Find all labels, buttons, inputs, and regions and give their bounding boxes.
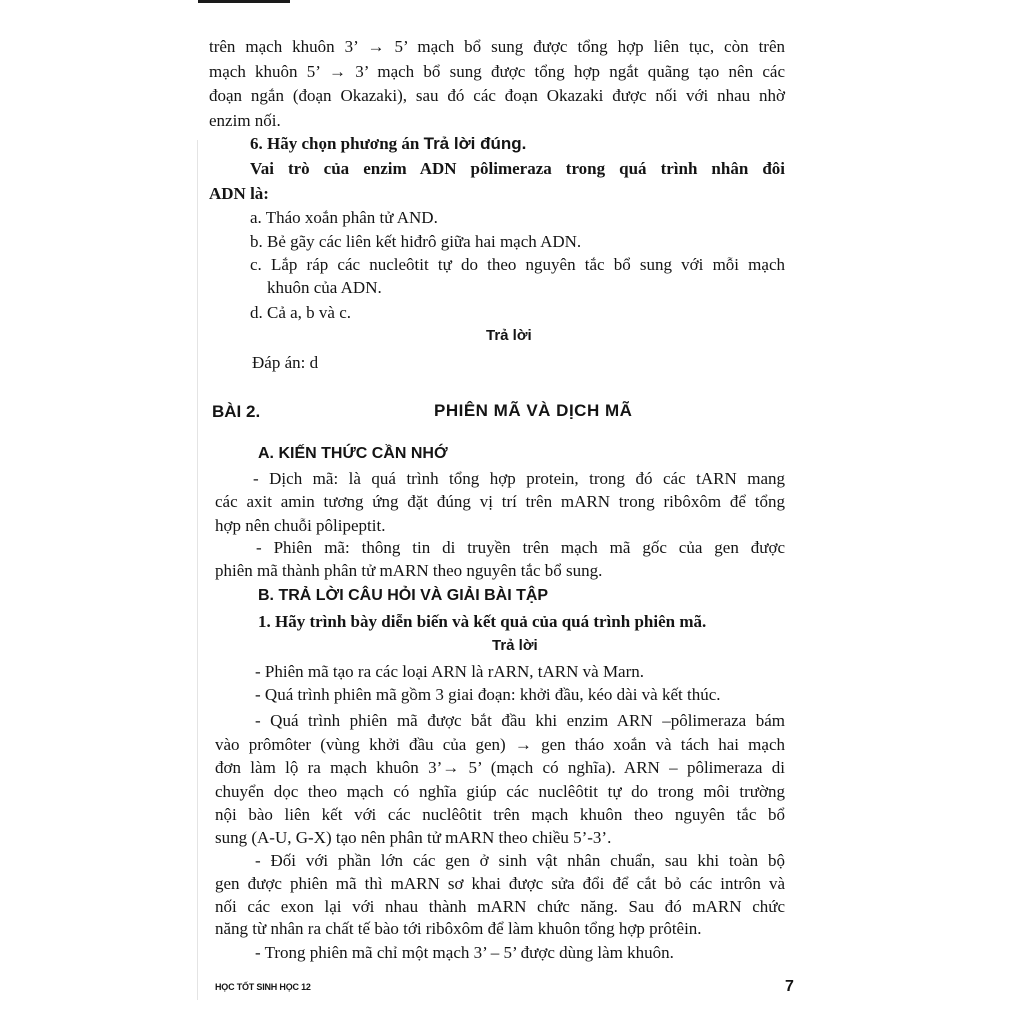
section-a-text: phiên mã thành phân tử mARN theo nguyên tắc bổ sung. (215, 561, 603, 580)
question-6-text: ADN là: (209, 184, 269, 203)
section-a-text: hợp nên chuỗi pôlipeptit. (215, 516, 386, 535)
answer-line: nội bào liên kết với các nuclêôtit trên mạch khuôn theo nguyên tắc bổ (215, 805, 785, 824)
option-c: khuôn của ADN. (267, 278, 382, 297)
section-a-text: - Dịch mã: là quá trình tổng hợp protein, trong đó các tARN mang (253, 469, 785, 488)
footer-book-title: HỌC TỐT SINH HỌC 12 (215, 982, 311, 992)
page-number: 7 (785, 978, 794, 995)
lesson-number: BÀI 2. (212, 402, 261, 421)
answer-line: vào prômôter (vùng khởi đầu của gen) → gen tháo xoắn và tách hai mạch (215, 735, 785, 754)
answer-line: sung (A-U, G-X) tạo nên phân tử mARN theo chiều 5’-3’. (215, 828, 612, 847)
option-d: d. Cả a, b và c. (250, 303, 352, 322)
question-6-text: Vai trò của enzim ADN pôlimeraza trong quá trình nhân đôi (250, 159, 785, 178)
top-rule (198, 0, 290, 3)
answer-line: đơn làm lộ ra mạch khuôn 3’→ 5’ (mạch có nghĩa). ARN – pôlimeraza di (215, 758, 785, 777)
section-a-heading: A. KIẾN THỨC CẦN NHỚ (258, 445, 448, 462)
answer-line: nối các exon lại với nhau thành mARN chức năng. Sau đó mARN chức (215, 897, 785, 916)
question-6-heading (250, 135, 526, 152)
question-6-heading-num: 6. Hãy chọn phương án (250, 134, 420, 153)
intro-line: đoạn ngắn (đoạn Okazaki), sau đó các đoạn Okazaki được nối với nhau nhờ (209, 86, 785, 105)
question-6-heading-rest: Trả lời đúng. (423, 134, 527, 153)
intro-line: trên mạch khuôn 3’ → 5’ mạch bổ sung được tổng hợp liên tục, còn trên (209, 37, 785, 56)
answer-line: chuyển dọc theo mạch có nghĩa giúp các nuclêôtit tự do trong môi trường (215, 782, 785, 801)
answer-heading: Trả lời (486, 327, 532, 344)
intro-line: enzim nối. (209, 111, 281, 130)
question-1-heading: 1. Hãy trình bày diễn biến và kết quả của quá trình phiên mã. (258, 612, 707, 631)
option-a: a. Tháo xoắn phân tử AND. (250, 208, 438, 227)
answer-line: - Trong phiên mã chỉ một mạch 3’ – 5’ được dùng làm khuôn. (255, 943, 674, 962)
option-c: c. Lắp ráp các nucleôtit tự do theo nguyên tắc bổ sung với mỗi mạch (250, 255, 785, 274)
answer-line: năng từ nhân ra chất tế bào tới ribôxôm để làm khuôn tổng hợp prôtêin. (215, 919, 702, 938)
answer-line: - Quá trình phiên mã gồm 3 giai đoạn: khởi đầu, kéo dài và kết thúc. (255, 685, 721, 704)
answer-text: Đáp án: d (252, 353, 319, 372)
lesson-title: PHIÊN MÃ VÀ DỊCH MÃ (434, 401, 633, 420)
answer-line: - Phiên mã tạo ra các loại ARN là rARN, tARN và Marn. (255, 662, 645, 681)
intro-line: mạch khuôn 5’ → 3’ mạch bổ sung được tổng hợp ngắt quãng tạo nên các (209, 62, 785, 81)
answer-line: gen được phiên mã thì mARN sơ khai được sửa đổi để cắt bỏ các intrôn và (215, 874, 785, 893)
answer-line: - Đối với phần lớn các gen ở sinh vật nhân chuẩn, sau khi toàn bộ (255, 851, 785, 870)
section-a-text: - Phiên mã: thông tin di truyền trên mạch mã gốc của gen được (256, 538, 785, 557)
option-b: b. Bẻ gãy các liên kết hiđrô giữa hai mạch ADN. (250, 232, 582, 251)
answer-line: - Quá trình phiên mã được bắt đầu khi enzim ARN –pôlimeraza bám (255, 711, 785, 730)
section-a-text: các axit amin tương ứng đặt đúng vị trí trên mARN trong ribôxôm để tổng (215, 492, 785, 511)
answer-heading: Trả lời (492, 637, 538, 654)
section-b-heading: B. TRẢ LỜI CÂU HỎI VÀ GIẢI BÀI TẬP (258, 587, 549, 604)
margin-line (197, 140, 198, 1000)
